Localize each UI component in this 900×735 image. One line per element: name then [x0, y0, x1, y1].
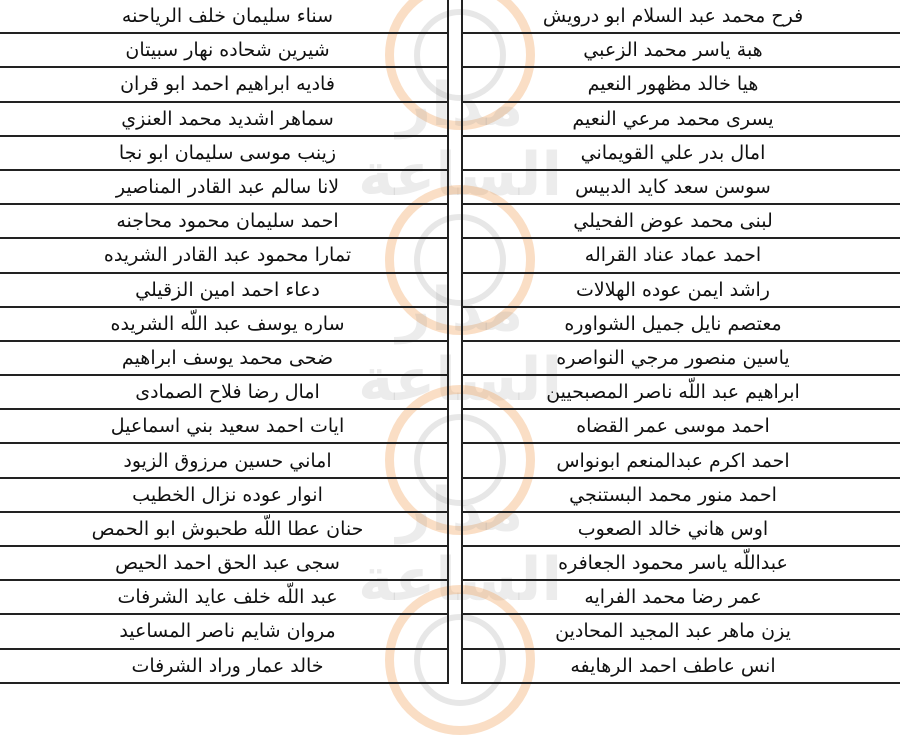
table-row: [463, 34, 900, 68]
name-cell: ضحى محمد يوسف ابراهيم: [121, 346, 334, 369]
name-cell: يسرى محمد مرعي النعيم: [572, 107, 774, 130]
name-cell: ايات احمد سعيد بني اسماعيل: [110, 415, 345, 438]
table-row: [463, 547, 900, 581]
table-row: [463, 171, 900, 205]
table-row: [0, 205, 447, 239]
name-cell: زينب موسى سليمان ابو نجا: [118, 141, 337, 164]
name-cell: حنان عطا اللّه طحبوش ابو الحمص: [91, 517, 364, 540]
name-cell: اماني حسين مرزوق الزيود: [123, 449, 332, 472]
names-table-left: [0, 0, 449, 684]
name-cell: مروان شايم ناصر المساعيد: [119, 620, 336, 643]
table-row: [463, 68, 900, 102]
table-row: [463, 137, 900, 171]
table-row: [0, 342, 447, 376]
name-cell: راشد ايمن عوده الهلالات: [576, 278, 770, 301]
table-row: [463, 308, 900, 342]
table-row: [0, 103, 447, 137]
name-cell: احمد منور محمد البستنجي: [569, 483, 777, 506]
name-cell: فاديه ابراهيم احمد ابو قران: [120, 73, 335, 96]
table-row: [0, 581, 447, 615]
name-cell: خالد عمار وراد الشرفات: [131, 654, 324, 677]
name-cell: احمد موسى عمر القضاه: [576, 415, 770, 438]
name-cell: يزن ماهر عبد المجيد المحادين: [555, 620, 791, 643]
table-row: [0, 171, 447, 205]
name-cell: فرح محمد عبد السلام ابو درويش: [542, 5, 804, 28]
watermark-text: مدار الساعة: [357, 70, 563, 210]
table-row: [463, 615, 900, 649]
table-row: [0, 479, 447, 513]
table-row: [0, 444, 447, 478]
name-cell: تمارا محمود عبد القادر الشريده: [103, 244, 352, 267]
table-row: [463, 0, 900, 34]
name-cell: امال بدر علي القويماني: [580, 141, 766, 164]
watermark-text: مدار الساعة: [357, 475, 563, 615]
table-row: [0, 137, 447, 171]
name-cell: سوسن سعد كايد الدبيس: [575, 176, 771, 199]
name-cell: اوس هاني خالد الصعوب: [577, 517, 769, 540]
names-table-right: [461, 0, 900, 684]
table-row: [463, 342, 900, 376]
table-row: [463, 410, 900, 444]
name-cell: هبة ياسر محمد الزعبي: [583, 39, 763, 62]
name-cell: احمد سليمان محمود محاجنه: [116, 210, 339, 233]
table-row: [463, 239, 900, 273]
table-row: [0, 513, 447, 547]
name-cell: عمر رضا محمد الفرايه: [584, 586, 762, 609]
table-row: [463, 479, 900, 513]
table-row: [0, 239, 447, 273]
table-row: [463, 274, 900, 308]
name-cell: دعاء احمد امين الزقيلي: [135, 278, 320, 301]
table-row: [463, 205, 900, 239]
table-row: [0, 410, 447, 444]
table-row: [0, 34, 447, 68]
table-row: [0, 547, 447, 581]
table-row: [463, 444, 900, 478]
name-cell: احمد اكرم عبدالمنعم ابونواس: [556, 449, 790, 472]
name-cell: ابراهيم عبد اللّه ناصر المصبحيين: [546, 381, 800, 404]
name-cell: لبنى محمد عوض الفحيلي: [573, 210, 773, 233]
name-cell: عبداللّه ياسر محمود الجعافره: [558, 552, 788, 575]
table-row: [463, 376, 900, 410]
table-row: [0, 615, 447, 649]
name-cell: لانا سالم عبد القادر المناصير: [115, 176, 340, 199]
name-cell: هيا خالد مظهور النعيم: [587, 73, 759, 96]
table-row: [0, 376, 447, 410]
table-row: [0, 274, 447, 308]
name-cell: سجى عبد الحق احمد الحيص: [115, 552, 340, 575]
name-cell: ياسين منصور مرجي النواصره: [556, 346, 790, 369]
table-row: [463, 513, 900, 547]
table-row: [463, 650, 900, 684]
table-row: [0, 650, 447, 684]
name-cell: سناء سليمان خلف الرياحنه: [121, 5, 334, 28]
name-cell: انس عاطف احمد الرهايفه: [570, 654, 776, 677]
name-cell: سماهر اشديد محمد العنزي: [121, 107, 334, 130]
name-cell: احمد عماد عناد القراله: [584, 244, 762, 267]
name-cell: انوار عوده نزال الخطيب: [132, 483, 323, 506]
name-cell: عبد اللّه خلف عايد الشرفات: [117, 586, 338, 609]
name-cell: معتصم نايل جميل الشواوره: [564, 312, 782, 335]
watermark-text: مدار الساعة: [357, 275, 563, 415]
name-cell: ساره يوسف عبد اللّه الشريده: [110, 312, 345, 335]
table-row: [463, 103, 900, 137]
table-row: [463, 581, 900, 615]
table-row: [0, 68, 447, 102]
table-row: [0, 0, 447, 34]
name-cell: امال رضا فلاح الصمادى: [135, 381, 320, 404]
table-row: [0, 308, 447, 342]
name-cell: شيرين شحاده نهار سبيتان: [125, 39, 330, 62]
